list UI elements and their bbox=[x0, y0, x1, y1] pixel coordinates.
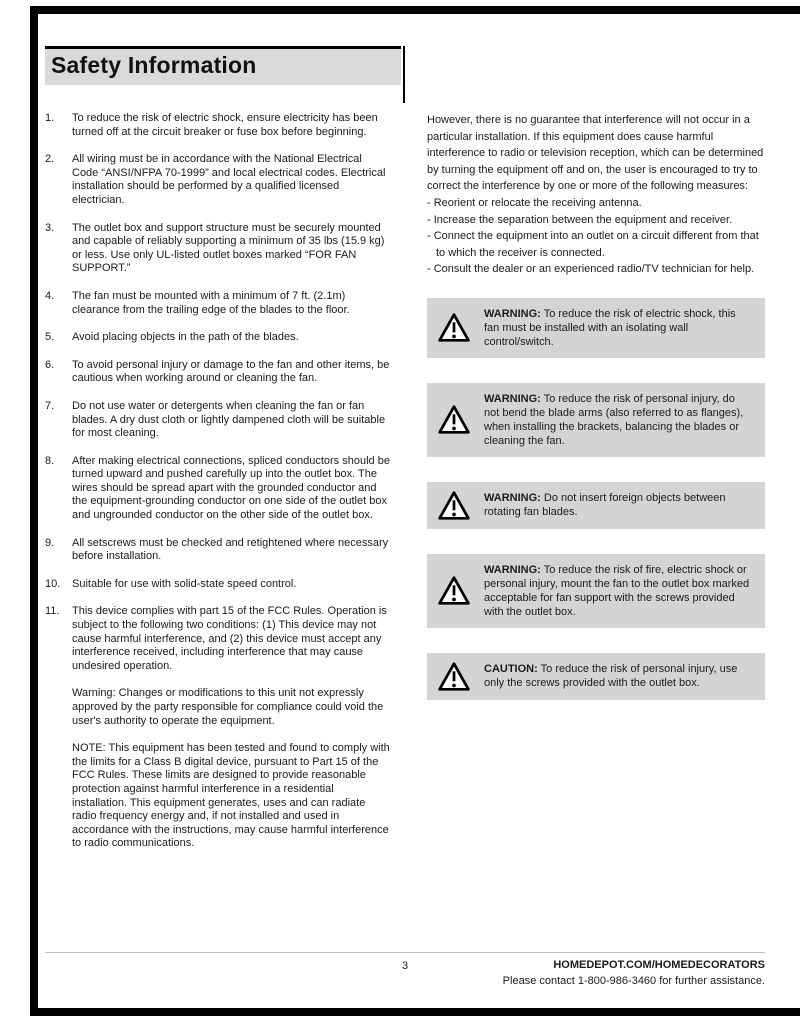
list-item bbox=[45, 359, 391, 386]
list-text: Suitable for use with solid-state speed control. bbox=[72, 577, 297, 590]
warning-body: To reduce the risk of electric shock, this fan must be installed with an isolating wall control/switch. bbox=[484, 307, 736, 348]
interference-text-block bbox=[427, 112, 765, 278]
list-item bbox=[45, 331, 391, 345]
list-item bbox=[45, 455, 391, 523]
warning-box bbox=[427, 482, 765, 529]
footer-contact-line: Please contact 1-800-986-3460 for further assistance. bbox=[502, 974, 765, 987]
warning-text bbox=[484, 392, 753, 448]
list-number: 5. bbox=[45, 331, 55, 344]
warning-triangle-icon bbox=[437, 405, 471, 434]
warning-box bbox=[427, 554, 765, 628]
list-number: 10. bbox=[45, 577, 61, 590]
page-frame-bottom-bar bbox=[30, 1008, 800, 1016]
list-number: 3. bbox=[45, 221, 55, 234]
list-item bbox=[45, 537, 391, 564]
list-text: To avoid personal injury or damage to the fan and other items, be cautious when working around or cleaning the fan. bbox=[72, 358, 390, 385]
list-number: 6. bbox=[45, 358, 55, 371]
list-number: 2. bbox=[45, 153, 55, 166]
list-text: After making electrical connections, spliced conductors should be turned upward and pushed carefully up into the outlet box. The wires should be spread apart with the grounded conductor and the equipment-grounding conductor on one side of the outlet box and ungrounded conductor on the other side of the outlet box. bbox=[72, 454, 390, 522]
list-text: Avoid placing objects in the path of the blades. bbox=[72, 331, 299, 344]
fcc-warning-paragraph: Warning: Changes or modifications to this unit not expressly approved by the party responsible for compliance could void the user's authority to operate the equipment. bbox=[72, 687, 384, 727]
page-content bbox=[45, 46, 765, 865]
fcc-note-paragraph: NOTE: This equipment has been tested and found to comply with the limits for a Class B digital device, pursuant to Part 15 of the FCC Rules. These limits are designed to provide reasonable protection against harmful interference in a residential installation. This equipment generates, uses and can radiate radio frequency energy and, if not installed and used in accordance with the instructions, may cause harmful interference to radio communications. bbox=[72, 742, 390, 850]
list-text: All setscrews must be checked and retightened where necessary before installation. bbox=[72, 536, 389, 563]
warning-triangle-icon bbox=[437, 662, 471, 691]
list-number: 1. bbox=[45, 112, 55, 124]
warning-label: WARNING: bbox=[484, 563, 541, 576]
two-column-layout bbox=[45, 112, 765, 865]
list-number: 11. bbox=[45, 605, 60, 618]
list-item bbox=[45, 290, 391, 317]
interference-intro-paragraph: However, there is no guarantee that interference will not occur in a particular installation. If this equipment does cause harmful interference to radio or television reception, which can be determined by turning the equipment off and on, the user is encouraged to try to correct the interference by one or more of the following measures: bbox=[427, 114, 764, 193]
list-item bbox=[45, 605, 391, 673]
caution-label: CAUTION: bbox=[484, 663, 538, 676]
safety-instructions-column bbox=[45, 112, 391, 865]
warning-triangle-icon bbox=[437, 576, 471, 605]
list-text: Do not use water or detergents when cleaning the fan or fan blades. A dry dust cloth or lightly dampened cloth will be suitable for most cleaning. bbox=[72, 399, 386, 440]
measure-line: - Connect the equipment into an outlet on a circuit different from that to which the receiver is connected. bbox=[427, 230, 759, 259]
list-number: 4. bbox=[45, 289, 55, 302]
measure-line: - Reorient or relocate the receiving antenna. bbox=[427, 196, 642, 209]
caution-text bbox=[484, 662, 753, 690]
measure-line: - Increase the separation between the equipment and receiver. bbox=[427, 213, 733, 226]
warning-body: To reduce the risk of fire, electric shock or personal injury, mount the fan to the outlet box marked acceptable for fan support with the screws provided with the outlet box. bbox=[484, 563, 750, 618]
warning-body: Do not insert foreign objects between rotating fan blades. bbox=[484, 492, 726, 519]
caution-box bbox=[427, 653, 765, 700]
list-number: 7. bbox=[45, 399, 55, 412]
list-text: The outlet box and support structure must be securely mounted and capable of reliably supporting a minimum of 35 lbs (15.9 kg) or less. Use only UL-listed outlet boxes marked “FOR FAN SUPPORT.” bbox=[72, 221, 385, 275]
list-text: The fan must be mounted with a minimum of 7 ft. (2.1m) clearance from the trailing edge of the blades to the floor. bbox=[72, 289, 350, 316]
interference-and-warnings-column bbox=[427, 112, 765, 725]
list-number: 9. bbox=[45, 536, 55, 549]
warning-box bbox=[427, 298, 765, 358]
warning-label: WARNING: bbox=[484, 492, 541, 505]
page-number: 3 bbox=[401, 960, 409, 972]
list-item bbox=[45, 222, 391, 276]
page-frame-top-bar bbox=[30, 6, 800, 14]
warning-text bbox=[484, 563, 753, 619]
list-item bbox=[45, 153, 391, 207]
warning-triangle-icon bbox=[437, 491, 471, 520]
list-number: 8. bbox=[45, 454, 55, 467]
warning-box bbox=[427, 383, 765, 457]
warning-label: WARNING: bbox=[484, 307, 541, 320]
list-text: This device complies with part 15 of the FCC Rules. Operation is subject to the following two conditions: (1) This device may not cause harmful interference, and (2) this device must accept any interference received, including interference that may cause undesired operation. bbox=[72, 605, 387, 672]
list-item bbox=[45, 400, 391, 441]
measure-line: - Consult the dealer or an experienced radio/TV technician for help. bbox=[427, 263, 755, 276]
page-frame-left-bar bbox=[30, 6, 38, 1016]
warning-body: To reduce the risk of personal injury, do not bend the blade arms (also referred to as flanges), when installing the brackets, balancing the blades or cleaning the fan. bbox=[484, 392, 744, 447]
page-footer bbox=[45, 952, 765, 989]
list-text: To reduce the risk of electric shock, ensure electricity has been turned off at the circuit breaker or fuse box before beginning. bbox=[72, 112, 378, 138]
warning-triangle-icon bbox=[437, 313, 471, 342]
title-block bbox=[45, 46, 401, 85]
warning-label: WARNING: bbox=[484, 392, 541, 405]
list-item bbox=[45, 112, 391, 139]
warning-text bbox=[484, 491, 753, 519]
footer-website: HOMEDEPOT.COM/HOMEDECORATORS bbox=[553, 959, 765, 971]
list-text: All wiring must be in accordance with the National Electrical Code “ANSI/NFPA 70-1999” and local electrical codes. Electrical installation should be performed by a qualified licensed electrician. bbox=[72, 153, 386, 206]
caution-body: To reduce the risk of personal injury, use only the screws provided with the outlet box. bbox=[484, 663, 738, 690]
page-title: Safety Information bbox=[45, 46, 401, 85]
list-item bbox=[45, 578, 391, 592]
title-divider-line bbox=[403, 46, 405, 103]
warning-text bbox=[484, 307, 753, 349]
